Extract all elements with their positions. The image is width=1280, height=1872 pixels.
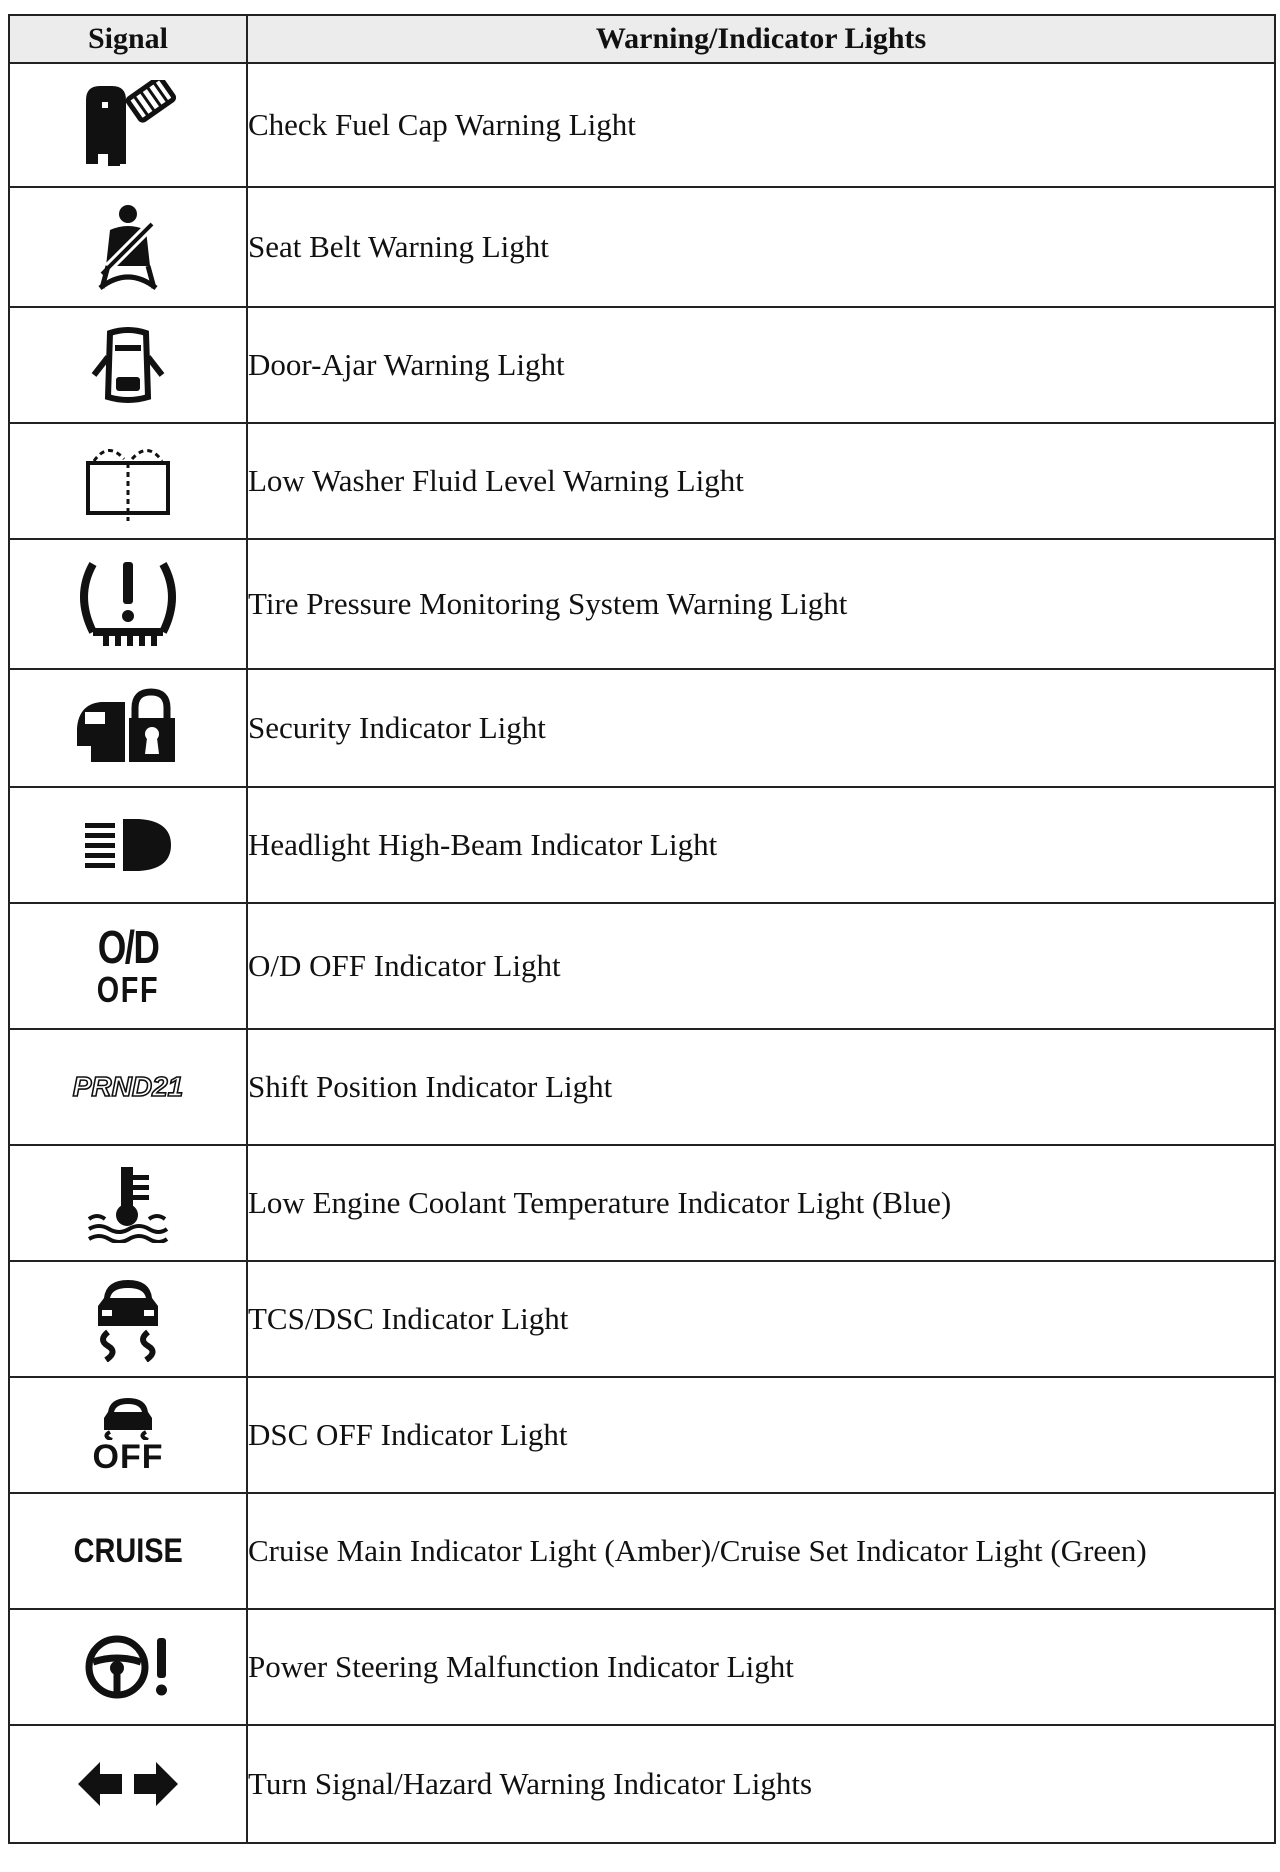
tcs-dsc-icon [92, 1276, 164, 1362]
table-row [9, 1029, 1275, 1145]
light-description: Shift Position Indicator Light [247, 1029, 1275, 1145]
signal-cell [9, 1609, 247, 1725]
table-row [9, 1145, 1275, 1261]
warning-lights-table [8, 14, 1276, 1844]
table-row [9, 187, 1275, 307]
light-description: Door-Ajar Warning Light [247, 307, 1275, 423]
light-description: Turn Signal/Hazard Warning Indicator Lights [247, 1725, 1275, 1843]
light-description: Tire Pressure Monitoring System Warning Light [247, 539, 1275, 669]
dsc-off-icon-text: OFF [92, 1438, 164, 1476]
tire-pressure-icon [73, 556, 183, 652]
signal-cell [9, 1029, 247, 1145]
signal-cell [9, 1145, 247, 1261]
fuel-cap-icon [78, 80, 178, 170]
table-row [9, 63, 1275, 187]
signal-cell [9, 1261, 247, 1377]
off-icon-text: OFF [96, 969, 160, 1010]
signal-cell [9, 903, 247, 1029]
table-row [9, 787, 1275, 903]
light-description: Power Steering Malfunction Indicator Light [247, 1609, 1275, 1725]
dsc-off-icon [10, 1396, 246, 1474]
table-row [9, 1609, 1275, 1725]
signal-cell [9, 187, 247, 307]
table-row [9, 1377, 1275, 1493]
signal-cell [9, 1377, 247, 1493]
table-row [9, 903, 1275, 1029]
light-description: Cruise Main Indicator Light (Amber)/Cruise Set Indicator Light (Green) [247, 1493, 1275, 1609]
table-row [9, 1261, 1275, 1377]
light-description: Check Fuel Cap Warning Light [247, 63, 1275, 187]
signal-cell [9, 669, 247, 787]
signal-cell [9, 539, 247, 669]
turn-signal-icon [76, 1758, 180, 1810]
signal-cell [9, 63, 247, 187]
light-description: Headlight High-Beam Indicator Light [247, 787, 1275, 903]
table-row [9, 539, 1275, 669]
shift-position-icon: PRND21 [72, 1071, 184, 1102]
light-description: O/D OFF Indicator Light [247, 903, 1275, 1029]
door-ajar-icon [88, 325, 168, 405]
cruise-icon: CRUISE [73, 1531, 183, 1570]
signal-cell [9, 1493, 247, 1609]
seat-belt-icon [88, 204, 168, 290]
table-row [9, 423, 1275, 539]
lights-column-header: Warning/Indicator Lights [247, 15, 1275, 63]
power-steering-icon [83, 1632, 173, 1702]
high-beam-icon [81, 815, 175, 875]
table-row [9, 1493, 1275, 1609]
od-off-icon [10, 921, 246, 1010]
light-description: Security Indicator Light [247, 669, 1275, 787]
light-description: Low Engine Coolant Temperature Indicator Light (Blue) [247, 1145, 1275, 1261]
table-header-row [9, 15, 1275, 63]
table-row [9, 1725, 1275, 1843]
od-icon-text: O/D [97, 921, 159, 973]
table-row [9, 307, 1275, 423]
light-description: Seat Belt Warning Light [247, 187, 1275, 307]
dsc-car-icon [98, 1396, 158, 1440]
light-description: TCS/DSC Indicator Light [247, 1261, 1275, 1377]
coolant-temp-icon [83, 1163, 173, 1243]
light-description: DSC OFF Indicator Light [247, 1377, 1275, 1493]
signal-cell [9, 1725, 247, 1843]
washer-fluid-icon [82, 439, 174, 523]
light-description: Low Washer Fluid Level Warning Light [247, 423, 1275, 539]
table-row [9, 669, 1275, 787]
signal-column-header: Signal [9, 15, 247, 63]
security-icon [73, 688, 183, 768]
signal-cell [9, 307, 247, 423]
signal-cell [9, 787, 247, 903]
signal-cell [9, 423, 247, 539]
